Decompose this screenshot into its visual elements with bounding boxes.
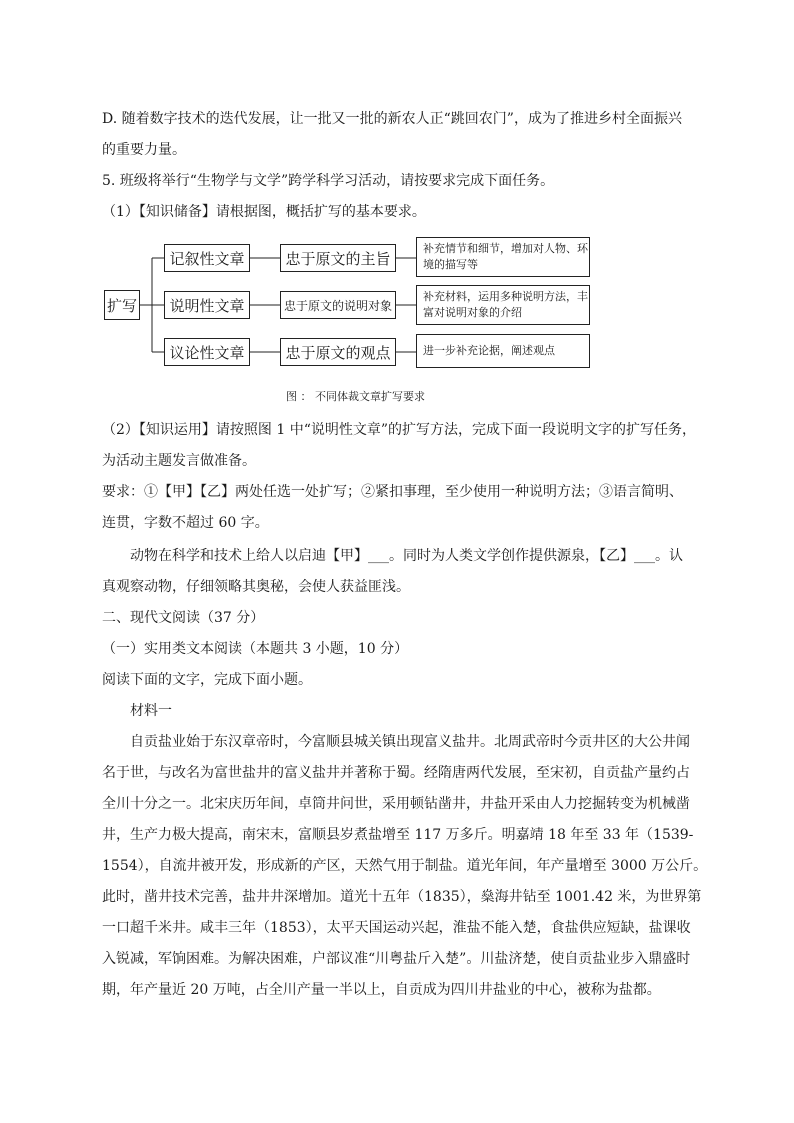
expansion-diagram (100, 232, 600, 382)
material-1-line-1: 自贡盐业始于东汉章帝时，今富顺县城关镇出现富义盐井。北周武帝时今贡井区的大公井闻 (130, 734, 690, 750)
material-1-line-6: 此时，凿井技术完善，盐井井深增加。道光十五年（1835），燊海井钻至 1001.42 米，为世界第 (102, 889, 702, 905)
diagram-principle-expository: 忠于原文的说明对象 (280, 291, 396, 319)
diagram-type-expository: 说明性文章 (164, 291, 250, 319)
diagram-type-narrative: 记叙性文章 (164, 244, 250, 272)
diagram-root: 扩写 (104, 290, 140, 320)
question-5-part-1: （1）【知识储备】请根据图，概括扩写的基本要求。 (102, 204, 426, 220)
line-d-option-1: D. 随着数字技术的迭代发展，让一批又一批的新农人正“跳回农门”，成为了推进乡村全面振兴 (102, 111, 682, 127)
question-5-part-2-line-2: 为活动主题发言做准备。 (102, 453, 256, 469)
material-1-line-2: 名于世，与改名为富世盐井的富义盐井并著称于蜀。经隋唐两代发展，至宋初，自贡盐产量约占 (102, 765, 690, 781)
diagram-principle-narrative: 忠于原文的主旨 (280, 244, 396, 272)
line-d-option-2: 的重要力量。 (102, 142, 186, 158)
material-1-line-5: 1554），自流井被开发，形成新的产区，天然气用于制盐。道光年间，年产量增至 3000 万公斤。 (102, 858, 708, 874)
material-1-title: 材料一 (130, 703, 172, 719)
material-1-line-3: 全川十分之一。北宋庆历年间，卓筒井问世，采用顿钻凿井，井盐开采由人力挖掘转变为机械凿 (102, 796, 690, 812)
material-1-line-4: 井，生产力极大提高，南宋末，富顺县岁煮盐增至 117 万多斤。明嘉靖 18 年至 33 年（1539- (102, 827, 694, 843)
diagram-type-argumentative: 议论性文章 (164, 338, 250, 366)
diagram-method-expository: 补充材料，运用多种说明方法，丰富对说明对象的介绍 (416, 285, 590, 325)
reading-instruction: 阅读下面的文字，完成下面小题。 (102, 672, 312, 688)
question-5-heading: 5. 班级将举行“生物学与文学”跨学科学习活动，请按要求完成下面任务。 (102, 173, 555, 189)
material-1-line-9: 期，年产量近 20 万吨，占全川产量一半以上，自贡成为四川井盐业的中心，被称为盐都。 (102, 982, 661, 998)
question-5-part-2-line-1: （2）【知识运用】请按照图 1 中“说明性文章”的扩写方法，完成下面一段说明文字的扩写任务， (102, 422, 697, 438)
section-2-heading: 二、现代文阅读（37 分） (102, 610, 265, 626)
task-paragraph-line-2: 真观察动物，仔细领略其奥秘，会使人获益匪浅。 (102, 579, 410, 595)
diagram-method-argumentative: 进一步补充论据，阐述观点 (416, 334, 590, 368)
diagram-caption: 图 ： 不同体裁文章扩写要求 (286, 390, 425, 403)
requirement-line-1: 要求：①【甲】【乙】两处任选一处扩写；②紧扣事理，至少使用一种说明方法；③语言简明、 (102, 484, 683, 500)
section-2-1-heading: （一）实用类文本阅读（本题共 3 小题，10 分） (102, 641, 409, 657)
task-paragraph-line-1: 动物在科学和技术上给人以启迪【甲】___。同时为人类文学创作提供源泉，【乙】___。认 (130, 548, 683, 564)
material-1-line-7: 一口超千米井。咸丰三年（1853），太平天国运动兴起，淮盐不能入楚，食盐供应短缺，盐课收 (102, 920, 691, 936)
diagram-method-narrative: 补充情节和细节，增加对人物、环境的描写等 (416, 237, 590, 277)
requirement-line-2: 连贯，字数不超过 60 字。 (102, 515, 269, 531)
material-1-line-8: 入锐减，军饷困难。为解决困难，户部议准“川粤盐斤入楚”。川盐济楚，使自贡盐业步入鼎盛时 (102, 951, 691, 967)
diagram-principle-argumentative: 忠于原文的观点 (280, 338, 396, 366)
